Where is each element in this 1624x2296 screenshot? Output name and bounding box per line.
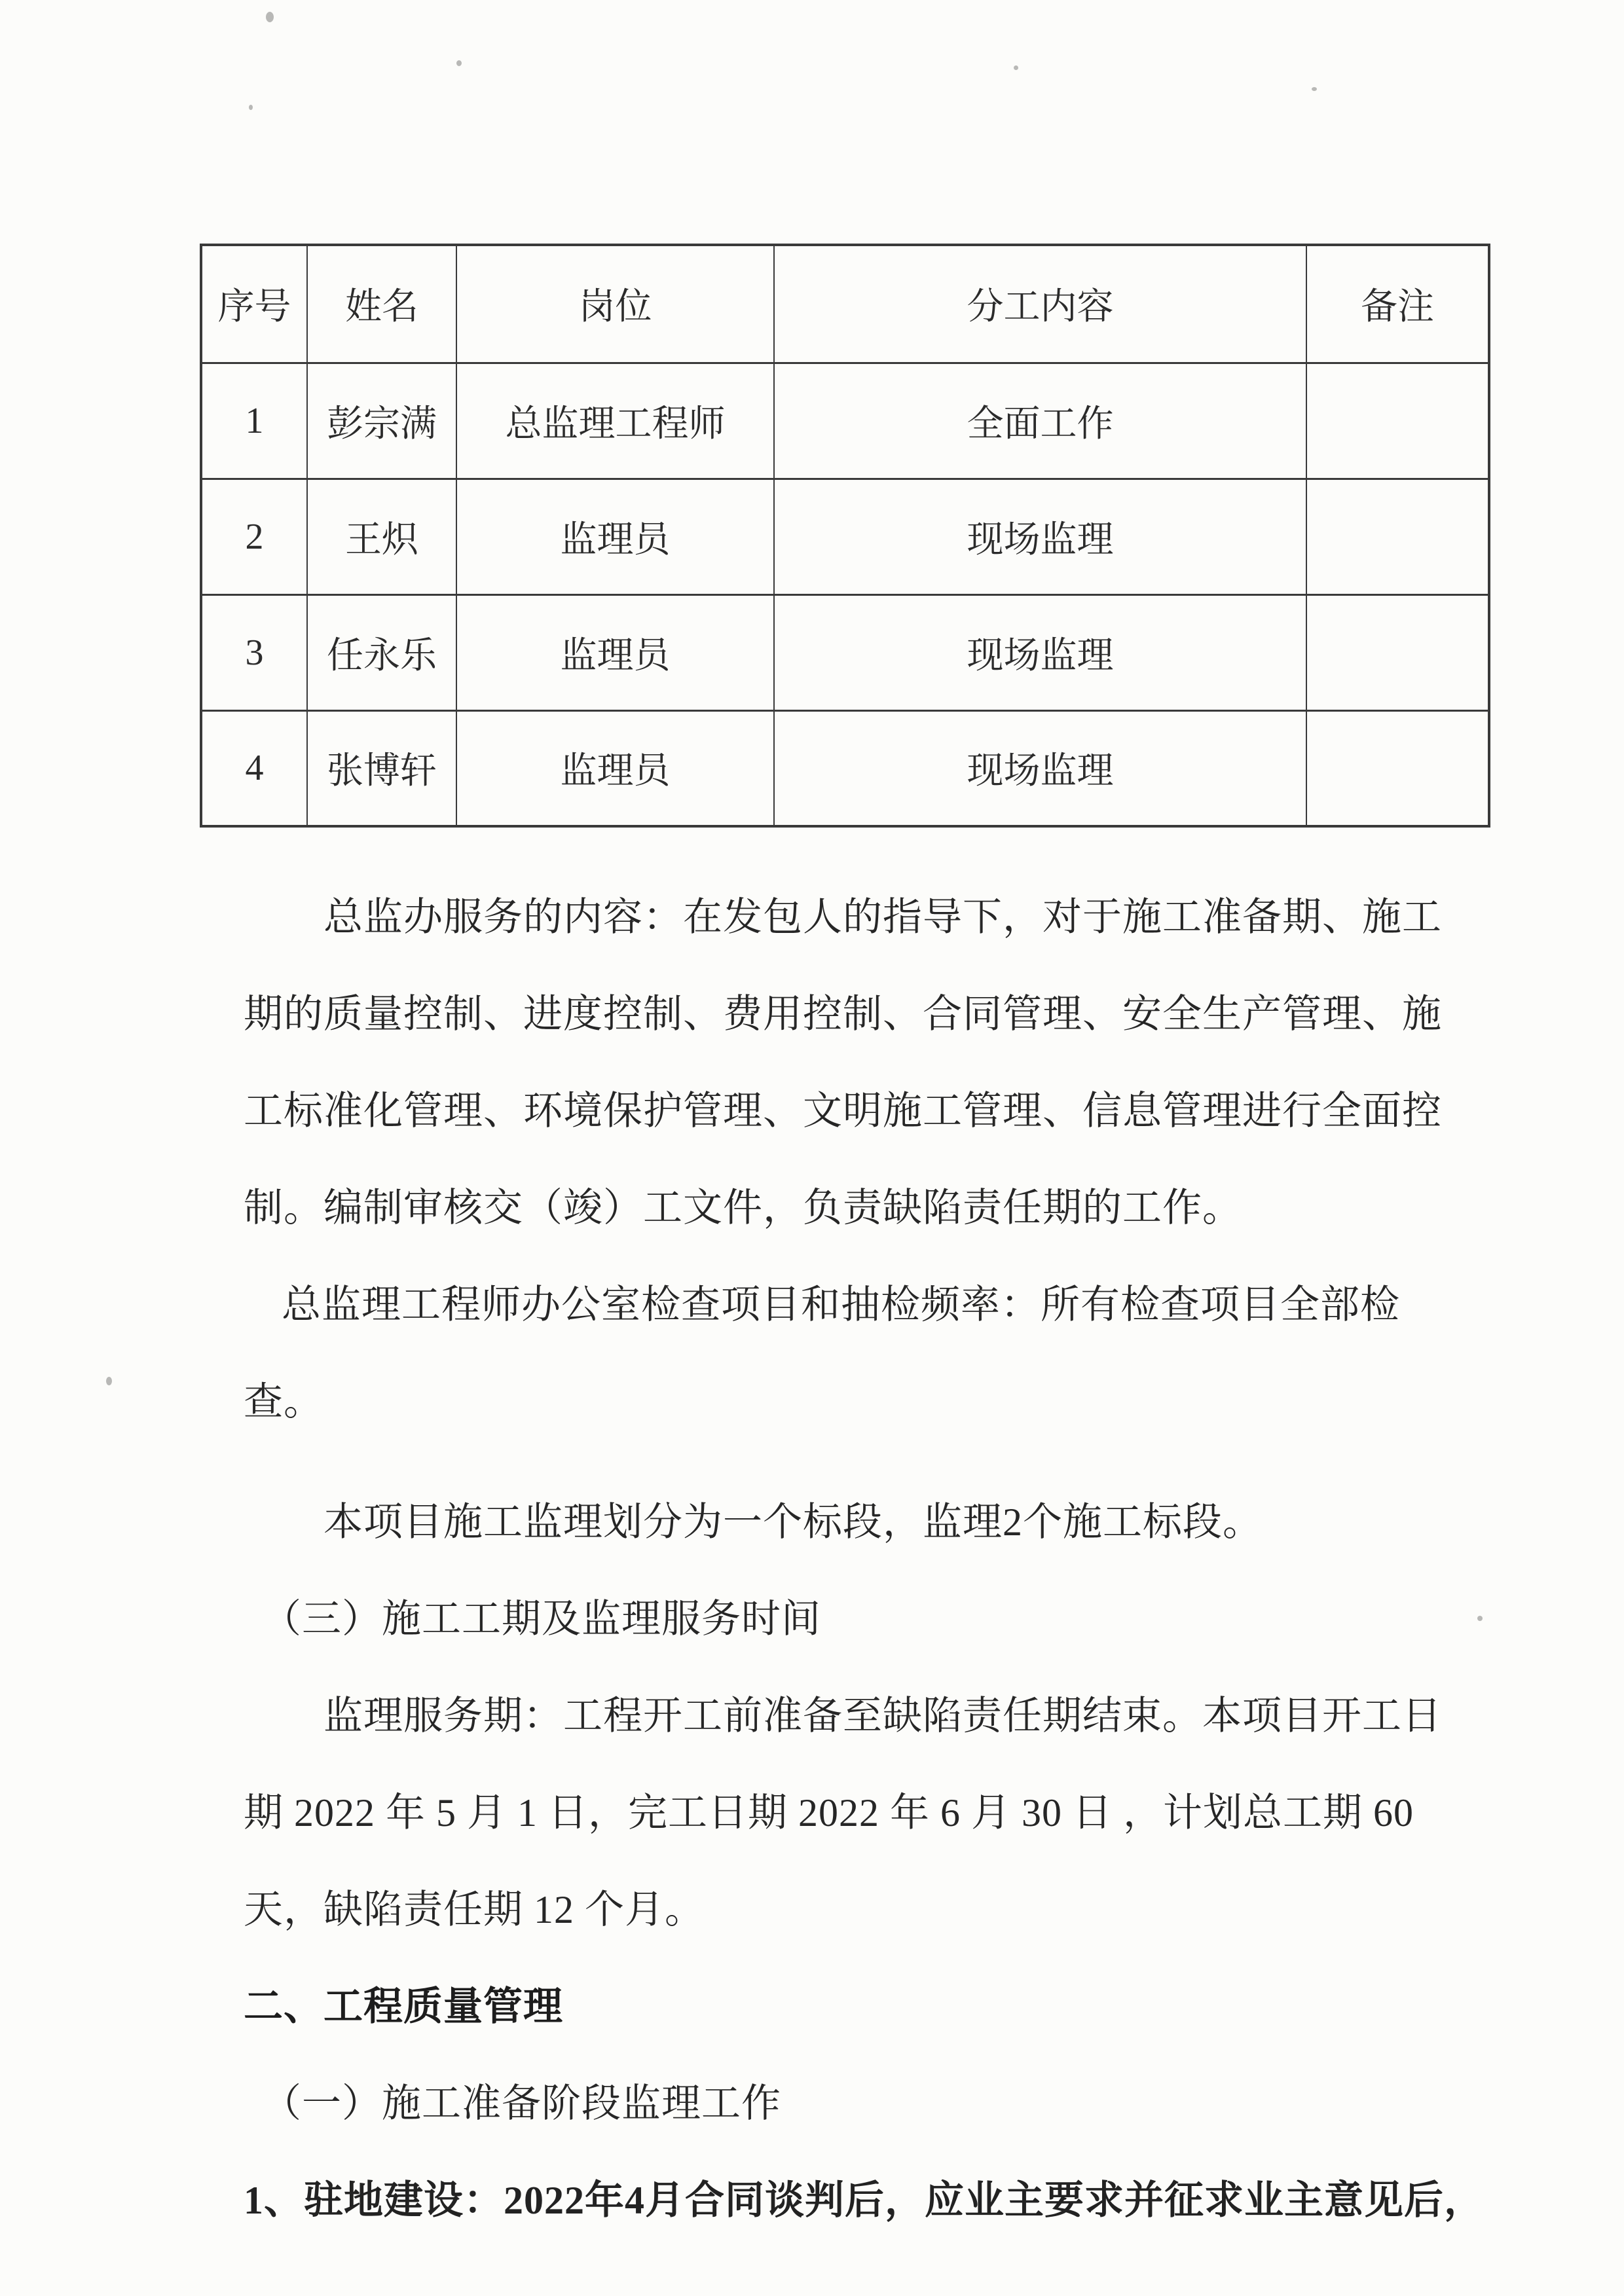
scan-speck xyxy=(456,60,462,66)
paragraph-supervision-sections xyxy=(244,1470,1422,1567)
cell-note xyxy=(1306,710,1489,826)
cell-note xyxy=(1306,594,1489,710)
table-row xyxy=(201,594,1489,710)
header-position: 岗位 xyxy=(456,245,774,363)
table-row xyxy=(201,363,1489,479)
heading-line: （三）施工工期及监理服务时间 xyxy=(262,1597,821,1641)
cell-note xyxy=(1306,479,1489,594)
cell-position: 监理员 xyxy=(456,710,774,826)
text-line: 本项目施工监理划分为一个标段，监理2个施工标段。 xyxy=(323,1501,1263,1544)
cell-name: 彭宗满 xyxy=(307,363,456,479)
cell-name: 张博轩 xyxy=(307,710,456,826)
cell-duty: 现场监理 xyxy=(774,710,1306,826)
text-line: 监理服务期：工程开工前准备至缺陷责任期结束。本项目开工日 xyxy=(323,1694,1442,1738)
heading-construction-period xyxy=(244,1567,1422,1664)
heading-line: （一）施工准备阶段监理工作 xyxy=(262,2082,781,2125)
table-row xyxy=(201,479,1489,594)
cell-no: 2 xyxy=(201,479,307,594)
cell-no: 3 xyxy=(201,594,307,710)
scan-speck xyxy=(1477,1616,1483,1621)
staff-table xyxy=(200,244,1490,828)
heading-quality-management xyxy=(244,1955,1422,2052)
paragraph-service-scope xyxy=(244,866,1442,1253)
cell-duty: 现场监理 xyxy=(774,479,1306,594)
paragraph-inspection-frequency xyxy=(244,1253,1422,1447)
header-note: 备注 xyxy=(1306,245,1489,363)
heading-line: 二、工程质量管理 xyxy=(244,1985,563,2028)
heading-preparation-stage xyxy=(244,2052,1422,2149)
text-line: 1、驻地建设：2022年4月合同谈判后，应业主要求并征求业主意见后， xyxy=(244,2179,1484,2222)
header-no: 序号 xyxy=(201,245,307,363)
cell-position: 监理员 xyxy=(456,479,774,594)
text-line: 期 2022 年 5 月 1 日，完工日期 2022 年 6 月 30 日 ，计划总工期 60 xyxy=(244,1791,1414,1834)
scan-speck xyxy=(1014,65,1018,70)
text-line: 查。 xyxy=(244,1380,323,1423)
paragraph-service-period xyxy=(244,1664,1442,1955)
cell-note xyxy=(1306,363,1489,479)
paragraph-site-construction xyxy=(244,2149,1484,2246)
text-line: 制。编制审核交（竣）工文件，负责缺陷责任期的工作。 xyxy=(244,1186,1242,1230)
body-text xyxy=(244,866,1484,2246)
header-name: 姓名 xyxy=(307,245,456,363)
scan-speck xyxy=(106,1377,112,1385)
scan-speck xyxy=(249,105,253,110)
text-line: 总监理工程师办公室检查项目和抽检频率：所有检查项目全部检 xyxy=(282,1283,1400,1326)
scan-speck xyxy=(1312,87,1317,91)
cell-name: 任永乐 xyxy=(307,594,456,710)
table-header-row xyxy=(201,245,1489,363)
text-line: 工标准化管理、环境保护管理、文明施工管理、信息管理进行全面控 xyxy=(244,1089,1442,1133)
cell-position: 监理员 xyxy=(456,594,774,710)
cell-name: 王炽 xyxy=(307,479,456,594)
text-line: 天，缺陷责任期 12 个月。 xyxy=(244,1888,705,1931)
scan-speck xyxy=(266,12,274,22)
cell-duty: 全面工作 xyxy=(774,363,1306,479)
cell-no: 1 xyxy=(201,363,307,479)
text-line: 总监办服务的内容：在发包人的指导下，对于施工准备期、施工 xyxy=(323,896,1442,939)
table-row xyxy=(201,710,1489,826)
cell-position: 总监理工程师 xyxy=(456,363,774,479)
header-duty: 分工内容 xyxy=(774,245,1306,363)
cell-duty: 现场监理 xyxy=(774,594,1306,710)
text-line: 期的质量控制、进度控制、费用控制、合同管理、安全生产管理、施 xyxy=(244,993,1442,1036)
cell-no: 4 xyxy=(201,710,307,826)
